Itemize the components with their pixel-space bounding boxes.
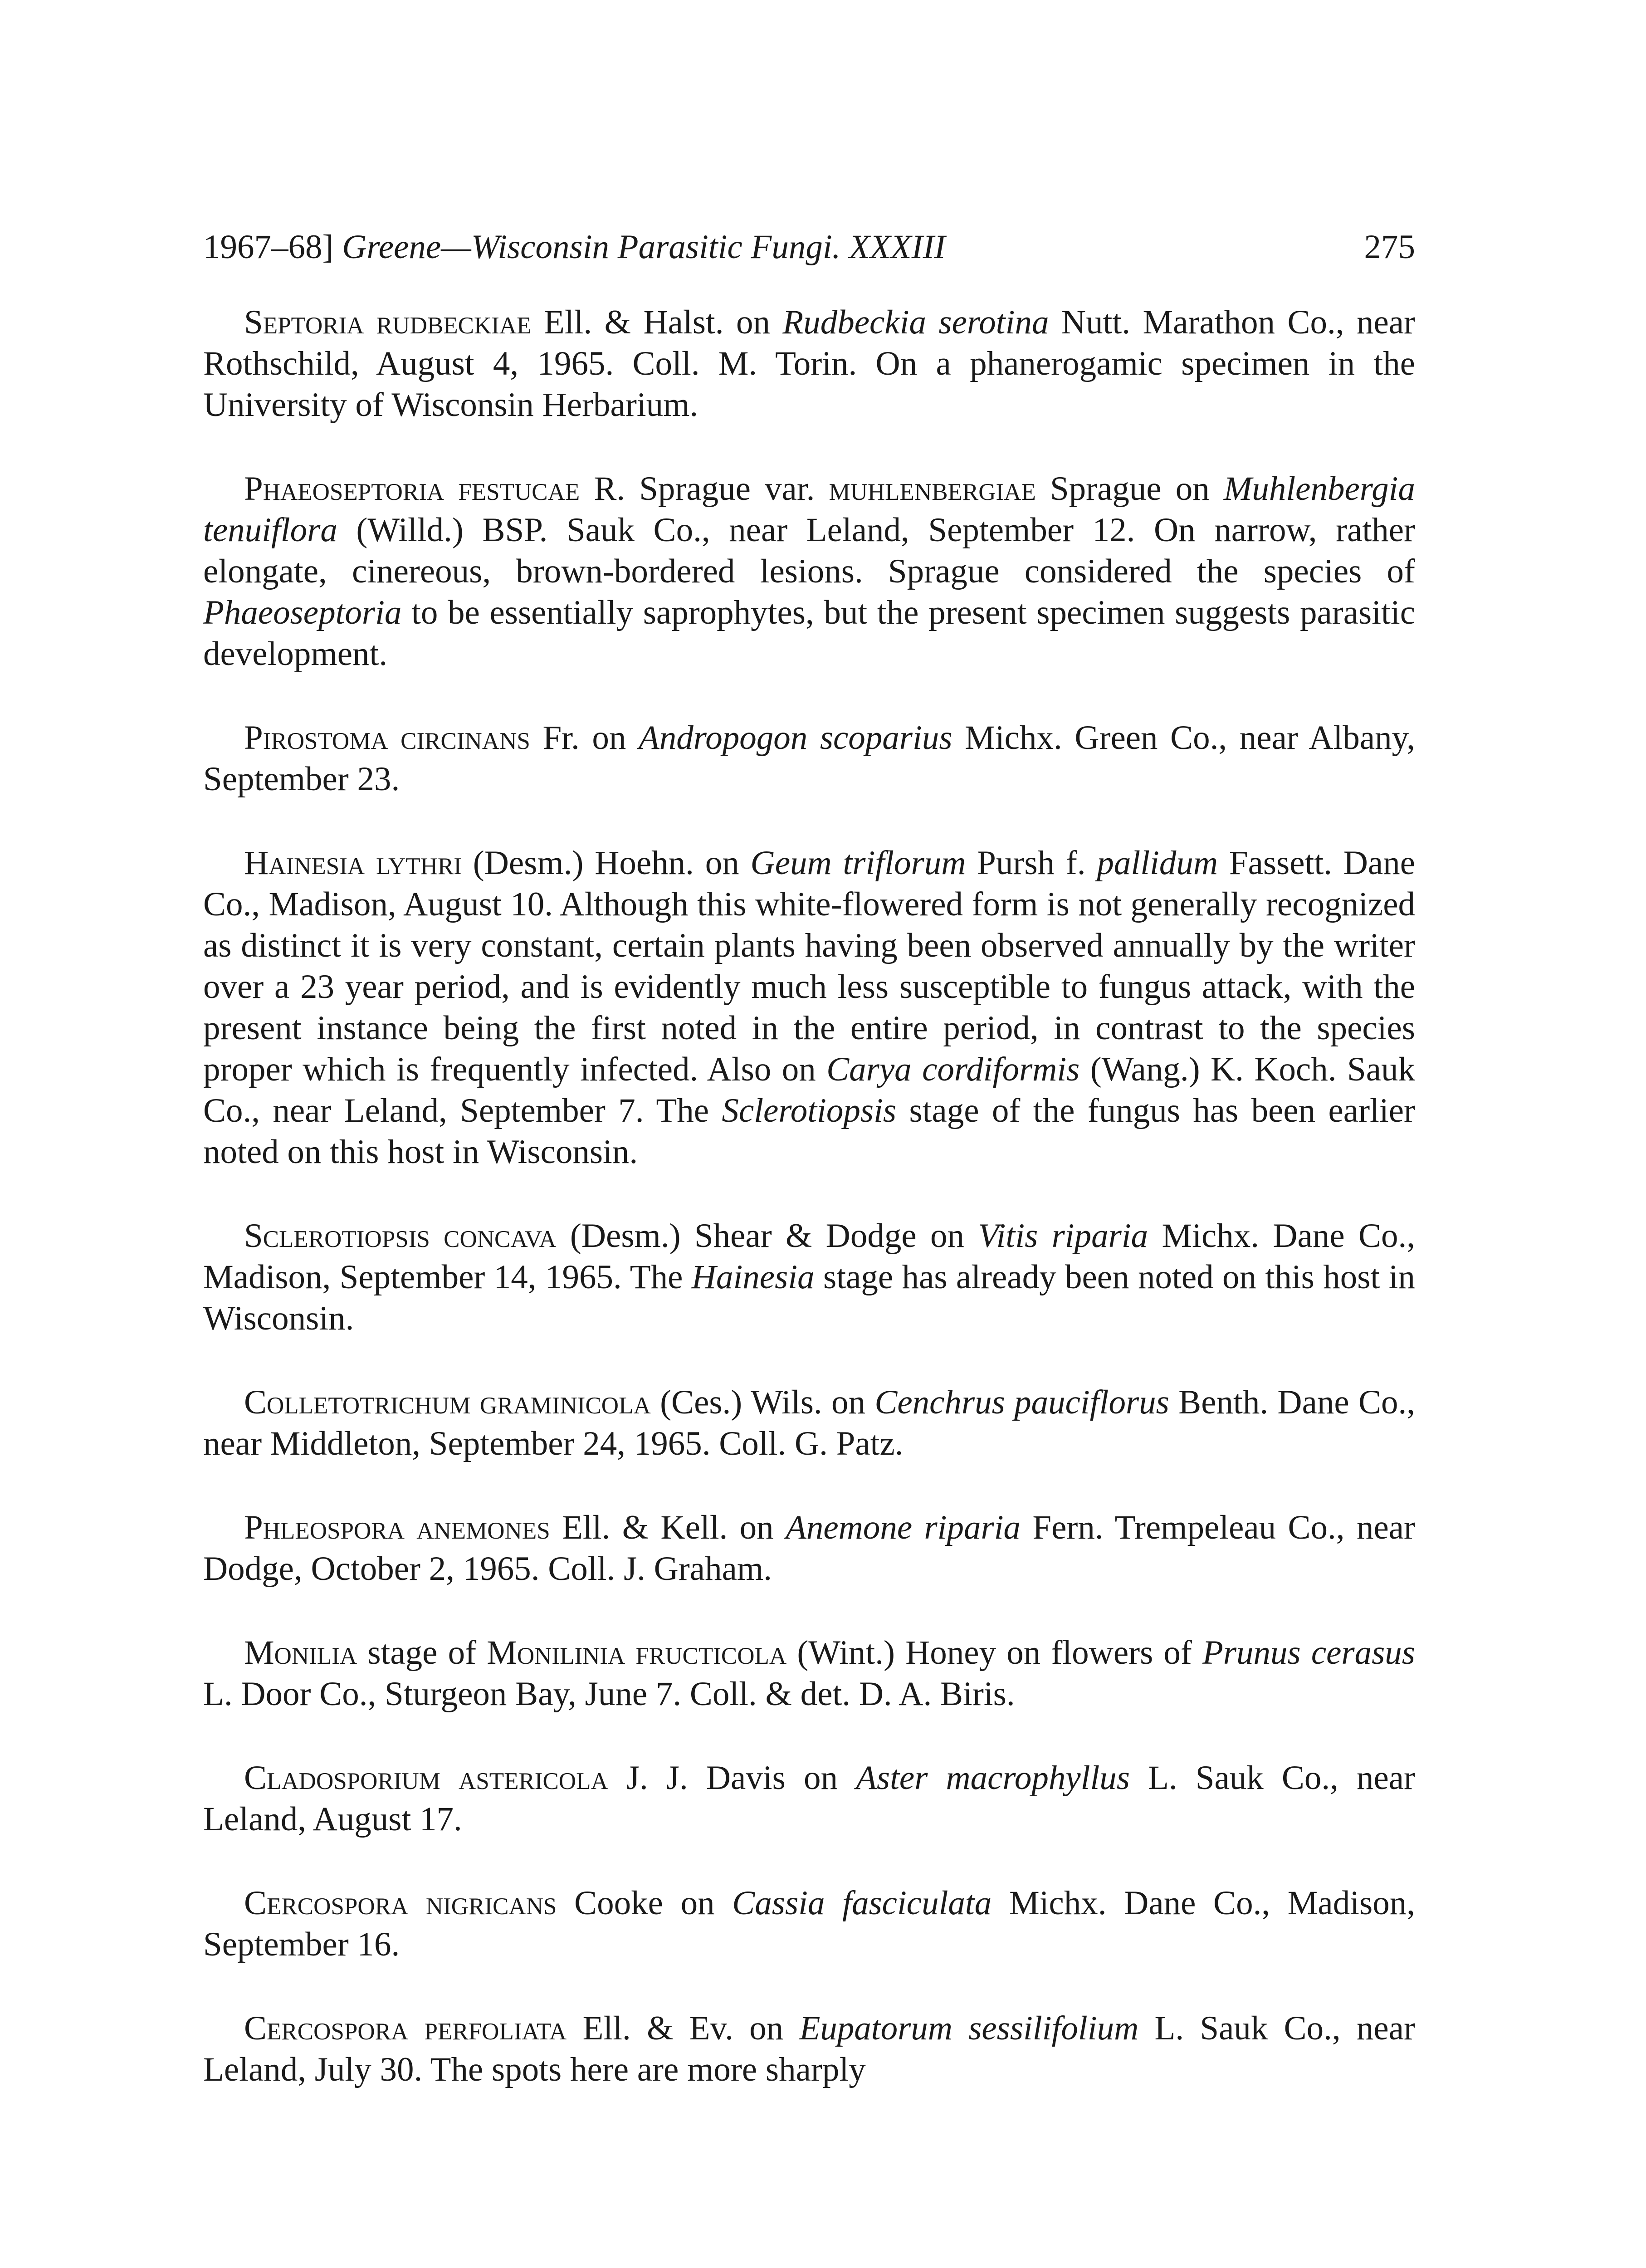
fungus-entry <box>203 842 1415 1173</box>
entry-text: L. Sauk Co., near Leland, August 17. <box>203 1759 1415 1838</box>
entry-text: Fern. Trempeleau Co., near Dodge, October 2, 1965. Coll. J. Graham. <box>203 1509 1415 1588</box>
entry-text: (Willd.) BSP. Sauk Co., near Leland, September 12. On narrow, rather elongate, cinereous, brown-bordered lesions. Sprague considered the species of <box>203 511 1415 590</box>
entry-text: (Desm.) Shear & Dodge on <box>556 1217 978 1255</box>
entry-text: stage of <box>357 1634 487 1672</box>
entry-text: to be essentially saprophytes, but the present specimen suggests parasitic development. <box>203 594 1415 673</box>
fungus-name-smallcaps: Colletotrichum graminicola <box>244 1383 651 1421</box>
fungus-name-smallcaps: Sclerotiopsis concava <box>244 1217 557 1255</box>
fungus-entry <box>203 1215 1415 1339</box>
fungus-name-smallcaps: Septoria rudbeckiae <box>244 303 532 341</box>
fungus-name-smallcaps: Phleospora anemones <box>244 1509 550 1546</box>
host-name-italic: Geum triflorum <box>750 844 966 882</box>
entry-text: Ell. & Ev. on <box>567 2009 800 2047</box>
fungus-entry <box>203 468 1415 675</box>
host-name-italic: Cenchrus pauciflorus <box>874 1383 1169 1421</box>
fungus-name-smallcaps: Monilinia fructicola <box>487 1634 787 1672</box>
fungus-entry <box>203 717 1415 800</box>
entry-text: (Desm.) Hoehn. on <box>461 844 751 882</box>
entry-text: (Ces.) Wils. on <box>650 1383 875 1421</box>
entry-text: Michx. Dane Co., Madison, September 16. <box>203 1884 1415 1963</box>
host-name-italic: Aster macrophyllus <box>856 1759 1130 1797</box>
fungus-entry <box>203 1632 1415 1715</box>
running-title: Greene—Wisconsin Parasitic Fungi. XXXIII <box>342 228 946 266</box>
host-name-italic: Phaeoseptoria <box>203 594 402 631</box>
entry-text: L. Sauk Co., near Leland, July 30. The spots here are more sharply <box>203 2009 1415 2088</box>
entry-text: Ell. & Kell. on <box>550 1509 786 1546</box>
entry-text: Michx. Dane Co., Madison, September 14, 1965. The <box>203 1217 1415 1296</box>
entry-text: J. J. Davis on <box>608 1759 856 1797</box>
entry-text: stage of the fungus has been earlier noted on this host in Wisconsin. <box>203 1092 1416 1171</box>
entry-text: (Wang.) K. Koch. Sauk Co., near Leland, September 7. The <box>203 1051 1415 1129</box>
fungus-entry <box>203 1757 1415 1840</box>
host-name-italic: Anemone riparia <box>786 1509 1021 1546</box>
host-name-italic: Rudbeckia serotina <box>782 303 1049 341</box>
host-name-italic: Eupatorum sessilifolium <box>799 2009 1139 2047</box>
fungus-name-smallcaps: muhlenbergiae <box>829 470 1036 508</box>
entry-text: Benth. Dane Co., near Middleton, September 24, 1965. Coll. G. Patz. <box>203 1383 1416 1462</box>
fungus-entry <box>203 2008 1415 2090</box>
host-name-italic: pallidum <box>1097 844 1218 882</box>
fungus-entry <box>203 302 1415 425</box>
host-name-italic: Muhlenbergia tenuiflora <box>203 470 1415 549</box>
header-years: 1967–68] <box>203 228 334 266</box>
host-name-italic: Prunus cerasus <box>1202 1634 1415 1672</box>
fungus-name-smallcaps: Cercospora perfoliata <box>244 2009 567 2047</box>
fungus-name-smallcaps: Phaeoseptoria festucae <box>244 470 580 508</box>
host-name-italic: Vitis riparia <box>978 1217 1148 1255</box>
running-head-left <box>203 220 946 274</box>
entry-text: stage has already been noted on this host in Wisconsin. <box>203 1258 1415 1337</box>
fungus-name-smallcaps: Cladosporium astericola <box>244 1759 608 1797</box>
fungus-entry <box>203 1507 1415 1589</box>
entry-text: Fr. on <box>530 719 639 757</box>
entry-text: (Wint.) Honey on flowers of <box>786 1634 1203 1672</box>
running-header <box>203 220 1415 274</box>
fungus-entry <box>203 1382 1415 1464</box>
entry-text: Michx. Green Co., near Albany, September 23. <box>203 719 1415 798</box>
entry-text: R. Sprague var. <box>580 470 829 508</box>
entry-text: Cooke on <box>557 1884 733 1922</box>
page-number: 275 <box>1364 228 1415 266</box>
entry-text: Sprague on <box>1035 470 1224 508</box>
host-name-italic: Carya cordiformis <box>826 1051 1080 1088</box>
fungus-name-smallcaps: Monilia <box>244 1634 357 1672</box>
page-body <box>203 302 1415 2133</box>
entry-text: Pursh f. <box>966 844 1097 882</box>
host-name-italic: Hainesia <box>691 1258 815 1296</box>
entry-text: Fassett. Dane Co., Madison, August 10. Although this white-flowered form is not generally recognized as distinct it is very constant, certain plants having been observed annually by the writer over a 23 year period, and is evidently much less susceptible to fungus attack, with the present instance being the first noted in the entire period, in contrast to the species proper which is frequently infected. Also on <box>203 844 1415 1088</box>
fungus-name-smallcaps: Cercospora nigricans <box>244 1884 557 1922</box>
host-name-italic: Andropogon scoparius <box>638 719 952 757</box>
host-name-italic: Sclerotiopsis <box>722 1092 897 1129</box>
entry-text: Ell. & Halst. on <box>531 303 783 341</box>
host-name-italic: Cassia fasciculata <box>732 1884 992 1922</box>
fungus-name-smallcaps: Hainesia lythri <box>244 844 462 882</box>
entry-text: Nutt. Marathon Co., near Rothschild, August 4, 1965. Coll. M. Torin. On a phanerogamic specimen in the University of Wisconsin Herbarium. <box>203 303 1415 424</box>
fungus-name-smallcaps: Pirostoma circinans <box>244 719 530 757</box>
entry-text: L. Door Co., Sturgeon Bay, June 7. Coll. & det. D. A. Biris. <box>203 1675 1015 1713</box>
fungus-entry <box>203 1882 1415 1965</box>
